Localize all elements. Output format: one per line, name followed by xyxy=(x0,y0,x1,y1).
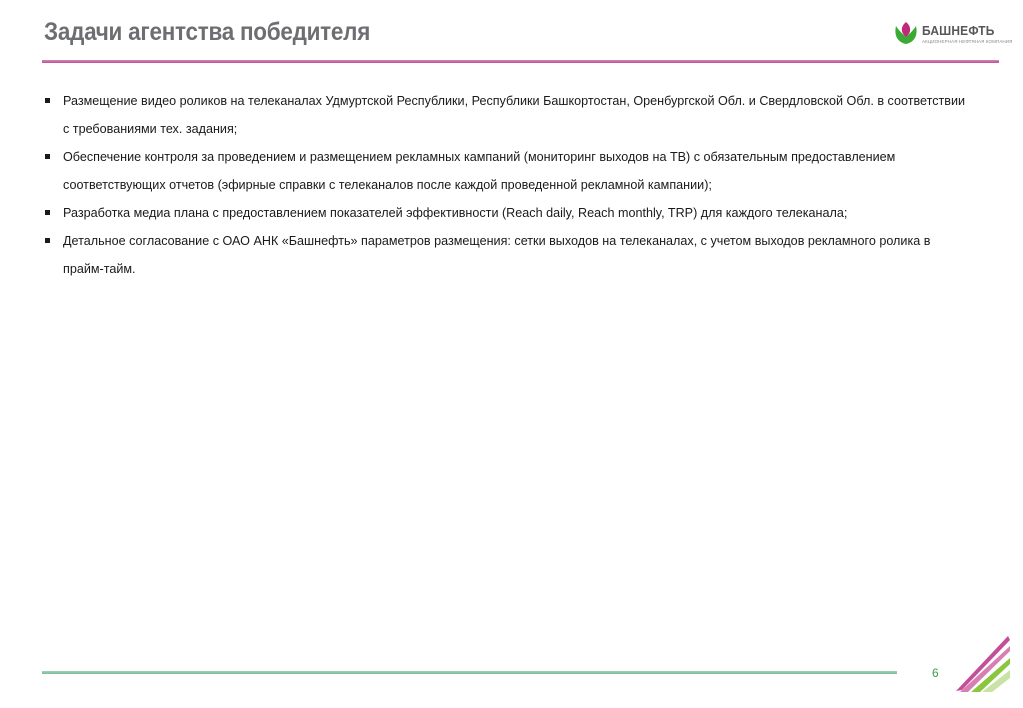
bullet-list xyxy=(44,87,969,283)
slide-title: Задачи агентства победителя xyxy=(44,18,371,46)
logo-subtitle: АКЦИОНЕРНАЯ НЕФТЯНАЯ КОМПАНИЯ xyxy=(922,39,1013,44)
square-bullet-icon xyxy=(45,238,50,243)
bullet-text: Размещение видео роликов на телеканалах Удмуртской Республики, Республики Башкортостан, Оренбургской Обл. и Свердловской Обл. в соответствии с требованиями тех. задания; xyxy=(63,94,966,136)
header-divider xyxy=(42,60,999,63)
bullet-item xyxy=(44,87,969,143)
bullet-item xyxy=(44,143,969,199)
bullet-text: Детальное согласование с ОАО АНК «Башнефть» параметров размещения: сетки выходов на телеканалах, с учетом выходов рекламного ролика в прайм-тайм. xyxy=(63,234,931,276)
bullet-text: Обеспечение контроля за проведением и размещением рекламных кампаний (мониторинг выходов на ТВ) с обязательным предоставлением соответствующих отчетов (эфирные справки с телеканалов после каждой проведенной рекламной кампании); xyxy=(63,150,896,192)
bullet-item xyxy=(44,199,969,227)
bullet-item xyxy=(44,227,969,283)
square-bullet-icon xyxy=(45,210,50,215)
bashneft-logo-icon xyxy=(893,20,919,46)
square-bullet-icon xyxy=(45,98,50,103)
corner-stripes-icon xyxy=(950,634,1010,694)
logo-name: БАШНЕФТЬ xyxy=(922,23,995,38)
bullet-text: Разработка медиа плана с предоставлением показателей эффективности (Reach daily, Reach monthly, TRP) для каждого телеканала; xyxy=(63,206,848,220)
square-bullet-icon xyxy=(45,154,50,159)
footer-divider xyxy=(42,671,897,674)
page-number: 6 xyxy=(932,666,939,680)
bashneft-logo xyxy=(893,20,1013,50)
